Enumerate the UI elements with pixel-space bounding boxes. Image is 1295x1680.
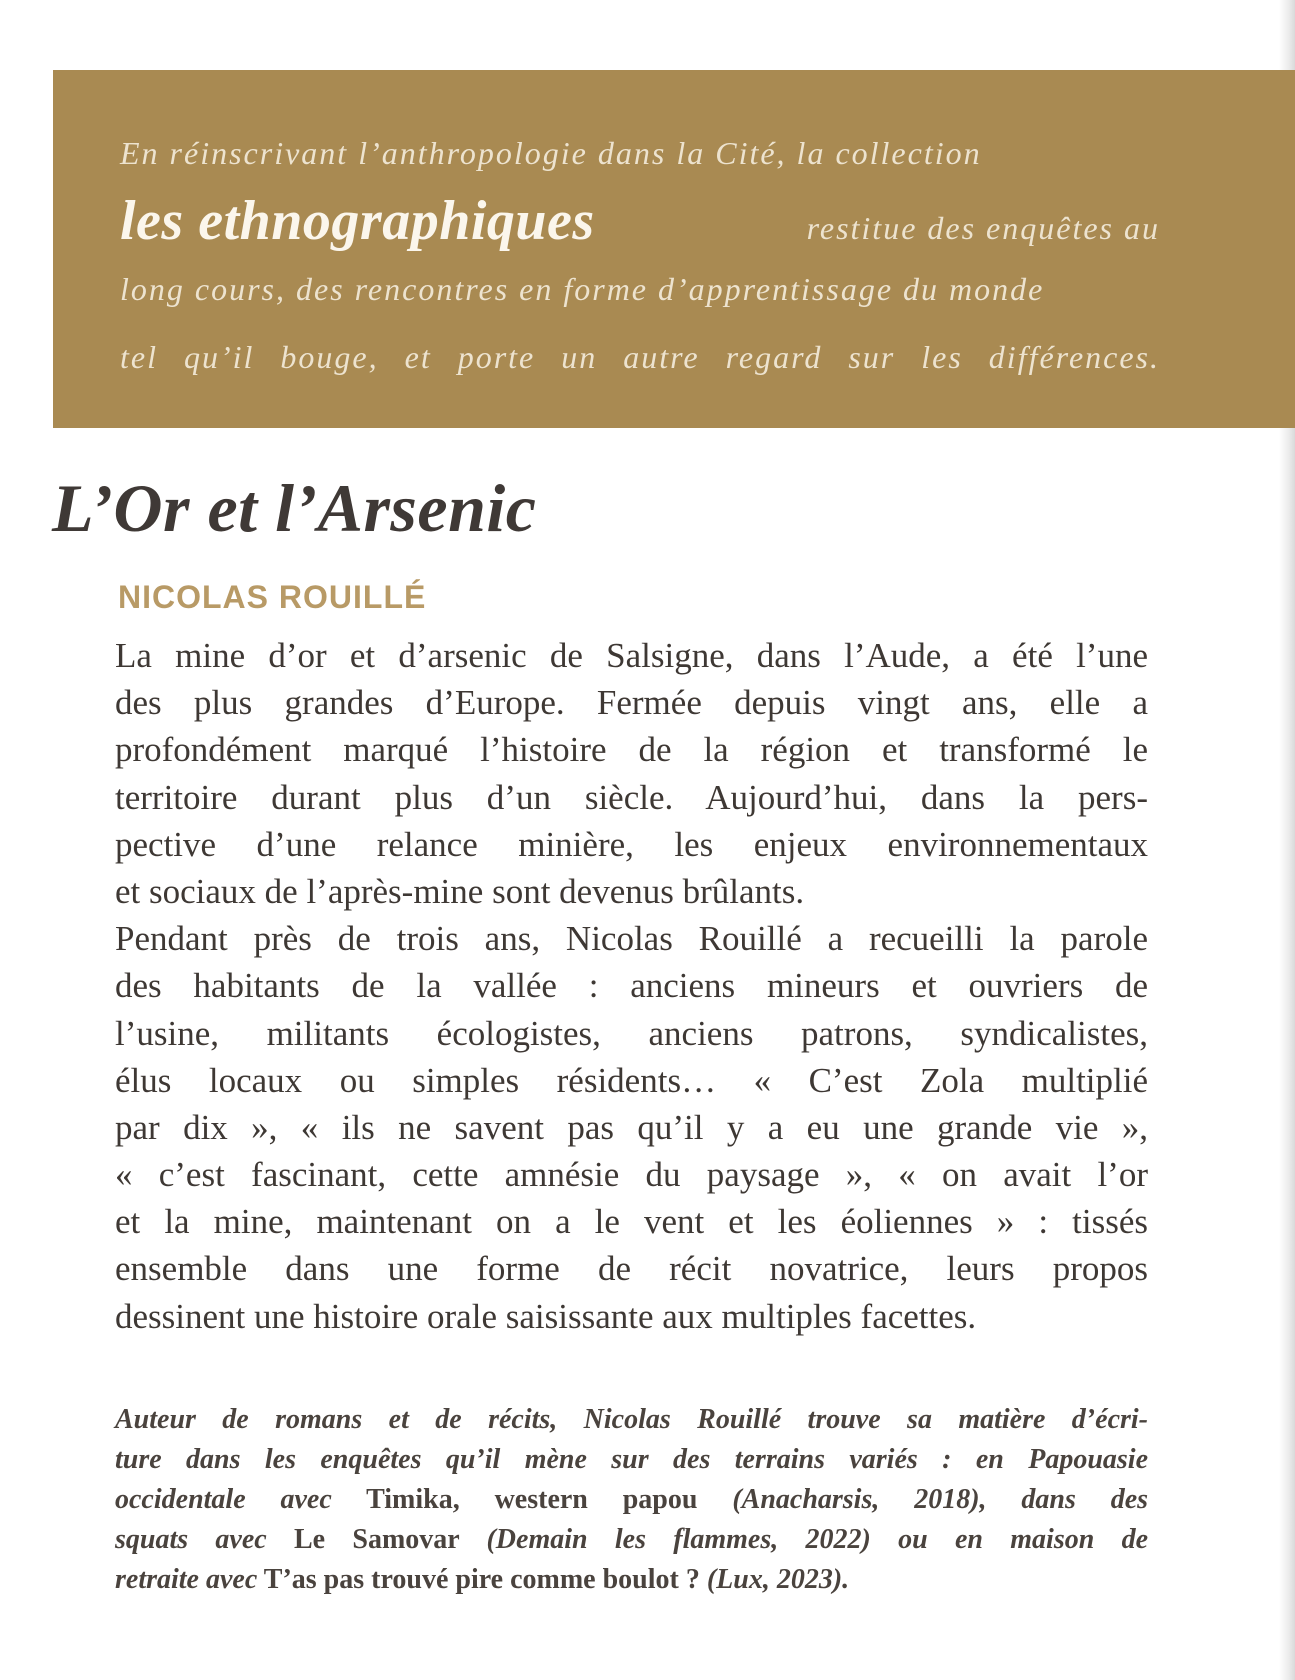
book-reference-timika: Timika, western papou [366, 1484, 698, 1515]
bio-line-1: Auteur de romans et de récits, Nicolas Rouillé trouve sa matière d’écri- [115, 1404, 1148, 1435]
banner-line-2-rest: restitue des enquêtes au [806, 210, 1160, 246]
collection-name: les ethnographiques [120, 190, 595, 252]
bio-line-3 [115, 1480, 1148, 1520]
description-line: ensemble dans une forme de récit novatrice, leurs propos [115, 1249, 1148, 1289]
description-line: des plus grandes d’Europe. Fermée depuis vingt ans, elle a [115, 683, 1148, 723]
collection-statement [120, 119, 1160, 391]
book-reference-samovar: Le Samovar [294, 1524, 460, 1555]
author-name: NICOLAS ROUILLÉ [118, 579, 427, 615]
book-title: L’Or et l’Arsenic [52, 470, 537, 546]
description-line: « c’est fascinant, cette amnésie du paysage », « on avait l’or [115, 1155, 1148, 1195]
bio-line-5 [115, 1560, 1148, 1600]
description-line: des habitants de la vallée : anciens mineurs et ouvriers de [115, 966, 1148, 1006]
author-bio [115, 1400, 1148, 1600]
banner-line-4: tel qu’il bouge, et porte un autre regard sur les différences. [120, 339, 1160, 375]
description-line: Pendant près de trois ans, Nicolas Rouillé a recueilli la parole [115, 919, 1148, 959]
description-line: La mine d’or et d’arsenic de Salsigne, dans l’Aude, a été l’une [115, 636, 1148, 675]
description-line: élus locaux ou simples résidents… « C’est Zola multiplié [115, 1060, 1148, 1100]
description-line: par dix », « ils ne savent pas qu’il y a eu une grande vie », [115, 1107, 1148, 1147]
bio-line-2: ture dans les enquêtes qu’il mène sur des terrains variés : en Papouasie [115, 1444, 1148, 1475]
book-reference-boulot: T’as pas trouvé pire comme boulot ? [263, 1564, 700, 1595]
description-line: et sociaux de l’après-mine sont devenus brûlants. [115, 871, 805, 911]
bio-text: (Demain les flammes, 2022) ou en maison de [486, 1524, 1148, 1555]
banner-line-2 [120, 187, 1160, 255]
bio-text: (Lux, 2023). [706, 1564, 850, 1595]
bio-text: occidentale avec [115, 1484, 332, 1515]
bio-text: (Anacharsis, 2018), dans des [732, 1484, 1149, 1515]
bio-text: squats avec [115, 1524, 267, 1555]
description-line: et la mine, maintenant on a le vent et les éoliennes » : tissés [115, 1202, 1148, 1242]
description-line: l’usine, militants écologistes, anciens patrons, syndicalistes, [115, 1013, 1148, 1053]
description-line: profondément marqué l’histoire de la région et transformé le [115, 730, 1148, 770]
banner-line-1: En réinscrivant l’anthropologie dans la Cité, la collection [120, 135, 982, 171]
bio-line-4 [115, 1520, 1148, 1560]
book-description [115, 632, 1148, 1340]
banner-line-3: long cours, des rencontres en forme d’apprentissage du monde [120, 271, 1045, 307]
description-line: pective d’une relance minière, les enjeux environnementaux [115, 824, 1148, 864]
description-line: territoire durant plus d’un siècle. Aujourd’hui, dans la pers- [115, 777, 1148, 817]
description-line: dessinent une histoire orale saisissante aux multiples facettes. [115, 1296, 977, 1336]
bio-text: retraite avec [115, 1564, 258, 1595]
